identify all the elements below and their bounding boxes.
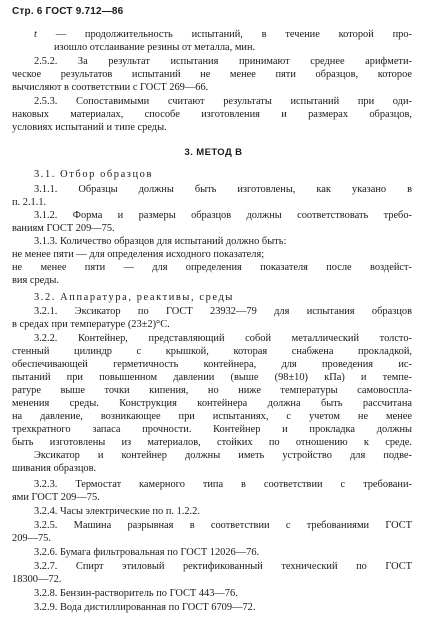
subsection-heading: 3.1. Отбор образцов [34, 169, 153, 180]
text-line: ваниям ГОСТ 209—75. [12, 223, 115, 234]
text-line: наковых материалах, способе изготовления и размерах образцов, [12, 109, 412, 120]
text-line: на давление, возникающее при испытаниях, с учетом не менее [12, 411, 412, 422]
text-line: 18300—72. [12, 574, 62, 585]
text-line: п. 2.1.1. [12, 197, 47, 208]
text-line: 3.2.7. Спирт этиловый ректификованный технический по ГОСТ [34, 561, 412, 572]
text-line: обеспечивающей герметичность контейнера, для проведения ис- [12, 359, 412, 370]
text-line: в средах при температуре (23±2)°С. [12, 319, 170, 330]
subsection-heading: 3.2. Аппаратура, реактивы, среды [34, 292, 234, 303]
text-line: стенный цилиндр с крышкой, которая снабжена прокладкой, [12, 346, 412, 357]
text-line: 3.1.3. Количество образцов для испытаний должно быть: [34, 236, 287, 247]
text-line: ями ГОСТ 209—75. [12, 492, 100, 503]
text-line: не менее пяти — для определения показателя после воздейст- [12, 262, 412, 273]
text-line: 3.2.5. Машина разрывная в соответствии с требованиями ГОСТ [34, 520, 412, 531]
text-line: трехкратного запаса прочности. Контейнер и прокладка должны [12, 424, 412, 435]
text-line: 3.1.2. Форма и размеры образцов должны соответствовать требо- [34, 210, 412, 221]
text-line: быть изготовлены из материалов, стойких по отношению к среде. [12, 437, 412, 448]
text-line: 3.2.1. Эксикатор по ГОСТ 23932—79 для испытания образцов [34, 306, 412, 317]
text-line: Эксикатор и контейнер должны иметь устройство для подве- [34, 450, 412, 461]
page-header: Стр. 6 ГОСТ 9.712—86 [12, 6, 124, 17]
text-line: ческое результатов испытаний не менее пяти образцов, которое [12, 69, 412, 80]
text-line: 3.2.2. Контейнер, представляющий собой металлический толсто- [34, 333, 412, 344]
text-line: не менее пяти — для определения исходного показателя; [12, 249, 265, 260]
text-line: 2.5.3. Сопоставимыми считают результаты испытаний при оди- [34, 96, 412, 107]
text-line: 3.2.8. Бензин-растворитель по ГОСТ 443—76. [34, 588, 238, 599]
text-line: ратуре выше точки кипения, но ниже температуры самовоспла- [12, 385, 412, 396]
text-line: изошло отслаивание резины от металла, мин. [54, 42, 256, 53]
text-line: 3.2.4. Часы электрические по п. 1.2.2. [34, 506, 200, 517]
text-line: 3.2.9. Вода дистиллированная по ГОСТ 6709—72. [34, 602, 256, 613]
text-line: менения среды. Конструкция контейнера должна быть рассчитана [12, 398, 412, 409]
text-line: шивания образцов. [12, 463, 97, 474]
text-line: 3.2.6. Бумага фильтровальная по ГОСТ 12026—76. [34, 547, 260, 558]
text-line: t — продолжительность испытаний, в течение которой про- [34, 29, 412, 40]
text-line: пытаний при повышенном давлении (выше (98±10) кПа) и темпе- [12, 372, 412, 383]
text-line: вия среды. [12, 275, 59, 286]
text-line: условиях испытаний и типе среды. [12, 122, 167, 133]
text-line: 3.1.1. Образцы должны быть изготовлены, как указано в [34, 184, 412, 195]
section-title: 3. МЕТОД В [184, 147, 243, 158]
text-line: 209—75. [12, 533, 51, 544]
text-line: вычисляют в соответствии с ГОСТ 269—66. [12, 82, 209, 93]
text-line: 3.2.3. Термостат камерного типа в соответствии с требовани- [34, 479, 412, 490]
text-line: 2.5.2. За результат испытания принимают среднее арифмети- [34, 56, 412, 67]
